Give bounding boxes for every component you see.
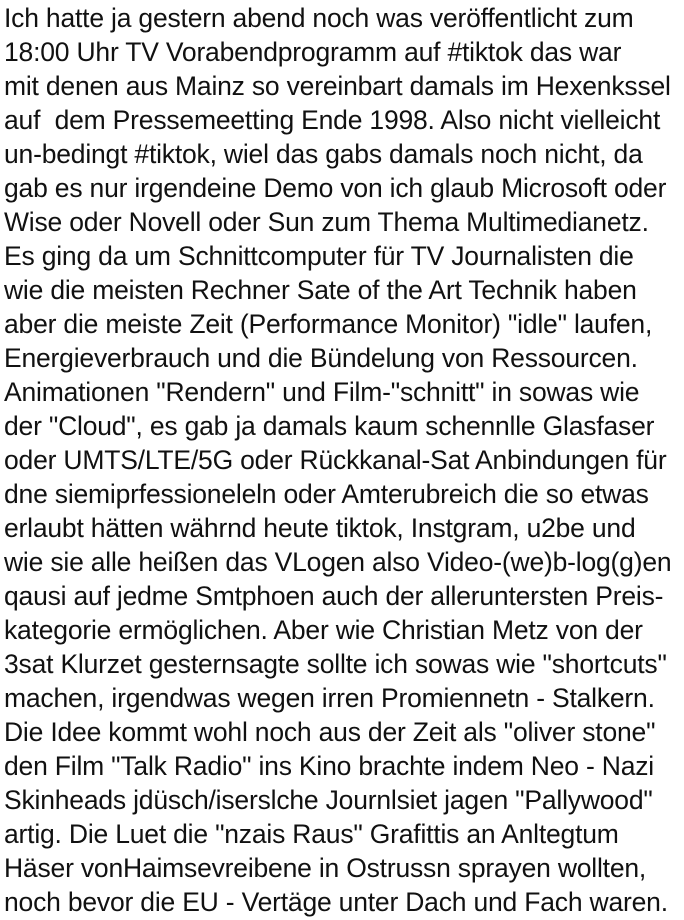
- text-line: artig. Die Luet die "nzais Raus" Grafittis an Anltegtum: [4, 819, 619, 849]
- text-line: 3sat Klurzet gesternsagte sollte ich sowas wie "shortcuts": [4, 649, 667, 679]
- text-line: qausi auf jedme Smtphoen auch der alleruntersten Preis-: [4, 581, 664, 611]
- text-line: Häser vonHaimsevreibene in Ostrussn sprayen wollten,: [4, 853, 647, 883]
- text-line: auf dem Pressemeetting Ende 1998. Also nicht vielleicht: [4, 105, 661, 135]
- text-line: kategorie ermöglichen. Aber wie Christian Metz von der: [4, 615, 643, 645]
- text-line: aber die meiste Zeit (Performance Monitor) "idle" laufen,: [4, 309, 653, 339]
- text-line: Ich hatte ja gestern abend noch was veröffentlicht zum: [4, 3, 634, 33]
- text-line: noch bevor die EU - Vertäge unter Dach und Fach waren.: [4, 887, 668, 917]
- text-line: den Film "Talk Radio" ins Kino brachte indem Neo - Nazi: [4, 751, 654, 781]
- text-line: Es ging da um Schnittcomputer für TV Journalisten die: [4, 241, 634, 271]
- text-line: der "Cloud", es gab ja damals kaum schennlle Glasfaser: [4, 411, 655, 441]
- text-line: Energieverbrauch und die Bündelung von Ressourcen.: [4, 343, 638, 373]
- text-line: un-bedingt #tiktok, wiel das gabs damals noch nicht, da: [4, 139, 643, 169]
- text-line: mit denen aus Mainz so vereinbart damals im Hexenkssel: [4, 71, 671, 101]
- text-line: Skinheads jdüsch/iserslche Journlsiet jagen "Pallywood": [4, 785, 653, 815]
- text-line: wie sie alle heißen das VLogen also Video-(we)b-log(g)en: [4, 547, 672, 577]
- text-line: Animationen "Rendern" und Film-"schnitt" in sowas wie: [4, 377, 640, 407]
- text-line: gab es nur irgendeine Demo von ich glaub Microsoft oder: [4, 173, 667, 203]
- text-line: wie die meisten Rechner Sate of the Art Technik haben: [4, 275, 637, 305]
- text-line: machen, irgendwas wegen irren Promiennetn - Stalkern.: [4, 683, 655, 713]
- text-line: erlaubt hätten währnd heute tiktok, Instgram, u2be und: [4, 513, 636, 543]
- text-line: 18:00 Uhr TV Vorabendprogramm auf #tiktok das war: [4, 37, 622, 67]
- text-line: dne siemiprfessioneleln oder Amterubreich die so etwas: [4, 479, 649, 509]
- text-line: oder UMTS/LTE/5G oder Rückkanal-Sat Anbindungen für: [4, 445, 667, 475]
- text-line: Wise oder Novell oder Sun zum Thema Multimedianetz.: [4, 207, 649, 237]
- text-line: Die Idee kommt wohl noch aus der Zeit als "oliver stone": [4, 717, 656, 747]
